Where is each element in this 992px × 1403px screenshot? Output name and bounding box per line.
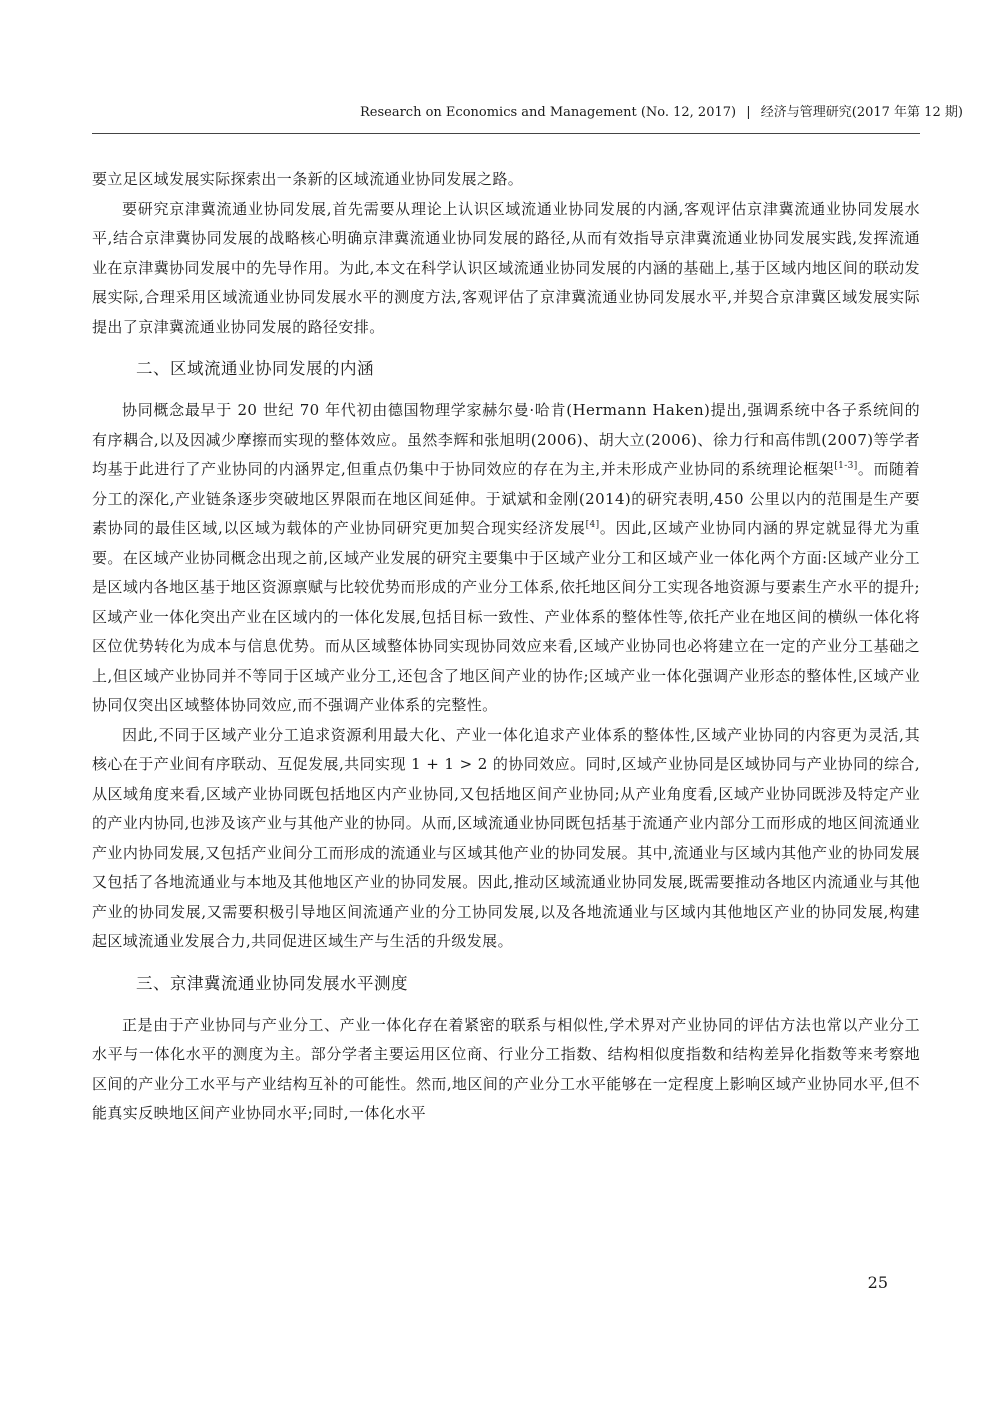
section-heading-3: 三、京津冀流通业协同发展水平测度 (136, 973, 408, 993)
journal-title-chinese: 经济与管理研究(2017 年第 12 期) (760, 105, 963, 120)
article-body (92, 165, 920, 1129)
header-separator: | (746, 105, 751, 120)
header-rule (92, 133, 920, 134)
paragraph-text: 。因此,区域产业协同内涵的界定就显得尤为重要。在区域产业协同概念出现之前,区域产业发展的研究主要集中于区域产业分工和区域产业一体化两个方面:区域产业分工是区域内各地区基于地区资源禀赋与比较优势而形成的产业分工体系,依托地区间分工实现各地资源与要素生产水平的提升;区域产业一体化突出产业在区域内的一体化发展,包括目标一致性、产业体系的整体性等,依托产业在地区间的横纵一体化将区位优势转化为成本与信息优势。而从区域整体协同实现协同效应来看,区域产业协同也必将建立在一定的产业分工基础之上,但区域产业协同并不等同于区域产业分工,还包含了地区间产业的协作;区域产业一体化强调产业形态的整体性,区域产业协同仅突出区域整体协同效应,而不强调产业体系的完整性。 (92, 519, 920, 714)
paragraph-synergy-concept (92, 396, 920, 721)
paragraph-continuation: 要立足区域发展实际探索出一条新的区域流通业协同发展之路。 (92, 170, 524, 188)
citation-reference: [4] (585, 520, 600, 530)
running-header (360, 104, 963, 122)
paragraph-intro: 要研究京津冀流通业协同发展,首先需要从理论上认识区域流通业协同发展的内涵,客观评估京津冀流通业协同发展水平,结合京津冀协同发展的战略核心明确京津冀流通业协同发展的路径,从而有效指导京津冀流通业协同发展实践,发挥流通业在京津冀协同发展中的先导作用。为此,本文在科学认识区域流通业协同发展的内涵的基础上,基于区域内地区间的联动发展实际,合理采用区域流通业协同发展水平的测度方法,客观评估了京津冀流通业协同发展水平,并契合京津冀区域发展实际提出了京津冀流通业协同发展的路径安排。 (92, 199, 920, 336)
paragraph-synergy-content: 因此,不同于区域产业分工追求资源利用最大化、产业一体化追求产业体系的整体性,区域产业协同的内容更为灵活,其核心在于产业间有序联动、互促发展,共同实现 1 + 1 > 2 的协同效应。同时,区域产业协同是区域协同与产业协同的综合,从区域角度来看,区域产业协同既包括地区内产业协同,又包括地区间产业协同;从产业角度看,区域产业协同既涉及特定产业的产业内协同,也涉及该产业与其他产业的协同。从而,区域流通业协同既包括基于流通产业内部分工而形成的地区间流通业产业内协同发展,又包括产业间分工而形成的流通业与区域其他产业的协同发展。其中,流通业与区域内其他产业的协同发展又包括了各地流通业与本地及其他地区产业的协同发展。因此,推动区域流通业协同发展,既需要推动各地区内流通业与其他产业的协同发展,又需要积极引导地区间流通产业的分工协同发展,以及各地流通业与区域内其他地区产业的协同发展,构建起区域流通业发展合力,共同促进区域生产与生活的升级发展。 (92, 725, 920, 950)
paragraph-text: 协同概念最早于 20 世纪 70 年代初由德国物理学家赫尔曼·哈肯(Hermann Haken)提出,强调系统中各子系统间的有序耦合,以及因减少摩擦而实现的整体效应。虽然李辉和张旭明(2006)、胡大立(2006)、徐力行和高伟凯(2007)等学者均基于此进行了产业协同的内涵界定,但重点仍集中于协同效应的存在为主,并未形成产业协同的系统理论框架 (92, 401, 920, 478)
paragraph-text: 。而随着分工的深化,产业链条逐步突破地区界限而在地区间延伸。于斌斌和金刚(2014)的研究表明,450 公里以内的范围是生产要素协同的最佳区域,以区域为载体的产业协同研究更加契合现实经济发展 (92, 460, 920, 537)
section-heading-2: 二、区域流通业协同发展的内涵 (136, 359, 374, 378)
citation-reference: [1-3] (834, 461, 858, 471)
page-number: 25 (867, 1273, 888, 1292)
journal-title-english: Research on Economics and Management (No. 12, 2017) (360, 105, 737, 120)
paragraph-measurement: 正是由于产业协同与产业分工、产业一体化存在着紧密的联系与相似性,学术界对产业协同的评估方法也常以产业分工水平与一体化水平的测度为主。部分学者主要运用区位商、行业分工指数、结构相似度指数和结构差异化指数等来考察地区间的产业分工水平与产业结构互补的可能性。然而,地区间的产业分工水平能够在一定程度上影响区域产业协同水平,但不能真实反映地区间产业协同水平;同时,一体化水平 (92, 1015, 920, 1122)
